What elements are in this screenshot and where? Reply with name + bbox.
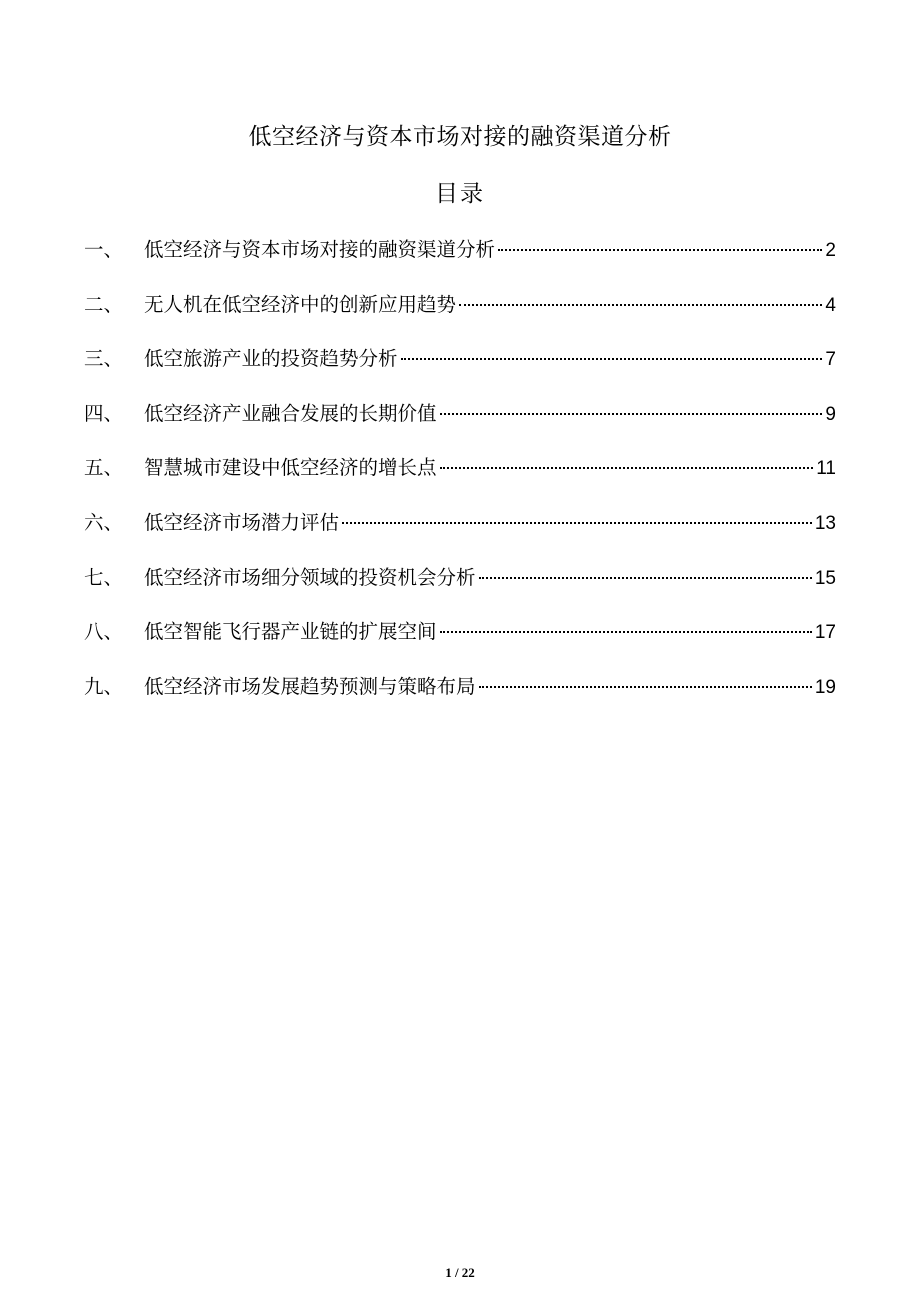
toc-dot-leader	[479, 686, 812, 688]
toc-entry-text: 低空经济市场潜力评估	[144, 510, 340, 534]
toc-entry-8[interactable]	[84, 614, 836, 669]
toc-heading: 目录	[435, 181, 485, 207]
toc-entry-9[interactable]	[84, 669, 836, 724]
toc-entry-text: 低空经济与资本市场对接的融资渠道分析	[144, 238, 496, 261]
toc-entry-page: 17	[814, 622, 836, 644]
toc-entry-text: 无人机在低空经济中的创新应用趋势	[144, 292, 457, 316]
toc-entry-page: 15	[814, 567, 836, 589]
toc-entry-text: 低空旅游产业的投资趋势分析	[144, 347, 398, 371]
toc-entry-number: 三、	[84, 347, 124, 371]
page-number-footer: 1 / 22	[445, 1265, 475, 1280]
toc-entry-text: 低空经济市场细分领域的投资机会分析	[144, 565, 476, 589]
toc-entry-number: 九、	[84, 674, 124, 698]
toc-dot-leader	[401, 358, 823, 360]
toc-entry-number: 六、	[84, 510, 124, 534]
toc-entry-text: 低空智能飞行器产业链的扩展空间	[144, 620, 437, 644]
toc-entry-4[interactable]	[84, 396, 836, 451]
toc-entry-6[interactable]	[84, 505, 836, 560]
toc-entry-page: 9	[825, 403, 836, 425]
toc-dot-leader	[440, 631, 812, 633]
toc-entry-number: 一、	[84, 238, 124, 261]
table-of-contents	[84, 232, 836, 723]
toc-entry-text: 智慧城市建设中低空经济的增长点	[144, 456, 437, 480]
toc-dot-leader	[440, 413, 823, 415]
toc-entry-1[interactable]	[84, 232, 836, 287]
toc-dot-leader	[440, 467, 814, 469]
toc-entry-5[interactable]	[84, 450, 836, 505]
toc-entry-3[interactable]	[84, 341, 836, 396]
toc-entry-text: 低空经济市场发展趋势预测与策略布局	[144, 674, 476, 698]
toc-entry-7[interactable]	[84, 560, 836, 615]
toc-entry-text: 低空经济产业融合发展的长期价值	[144, 401, 437, 425]
toc-dot-leader	[479, 577, 812, 579]
toc-dot-leader	[498, 249, 822, 251]
toc-entry-number: 七、	[84, 565, 124, 589]
toc-entry-page: 7	[825, 349, 836, 371]
toc-entry-page: 4	[825, 294, 836, 316]
toc-entry-page: 11	[816, 458, 836, 480]
toc-entry-2[interactable]	[84, 287, 836, 342]
toc-entry-page: 13	[814, 512, 836, 534]
toc-entry-number: 八、	[84, 620, 124, 644]
toc-dot-leader	[342, 522, 812, 524]
toc-entry-page: 19	[814, 676, 836, 698]
toc-entry-number: 四、	[84, 401, 124, 425]
toc-entry-page: 2	[825, 240, 836, 261]
toc-dot-leader	[459, 304, 822, 306]
document-title: 低空经济与资本市场对接的融资渠道分析	[248, 124, 672, 150]
toc-entry-number: 二、	[84, 292, 124, 316]
toc-entry-number: 五、	[84, 456, 124, 480]
